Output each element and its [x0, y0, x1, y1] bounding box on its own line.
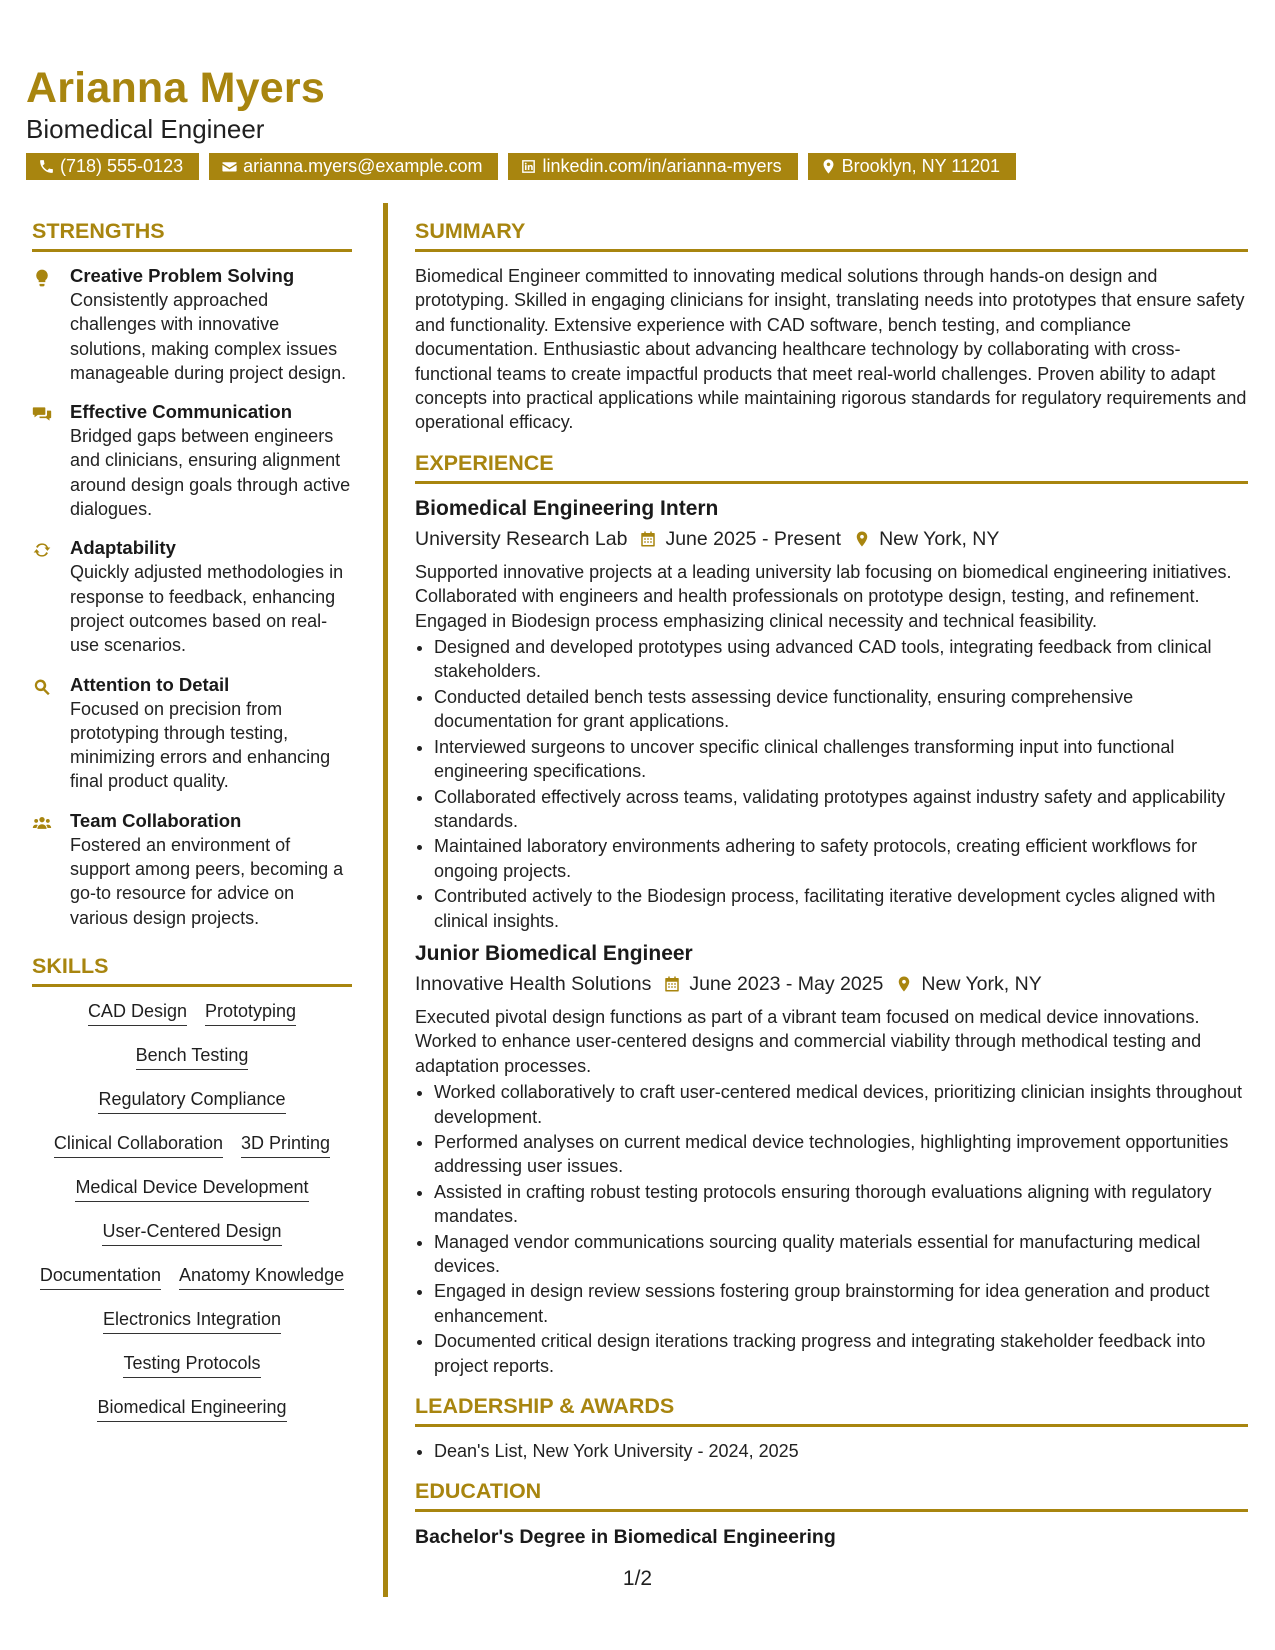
strength-title: Adaptability — [70, 537, 176, 559]
skill-tag: Anatomy Knowledge — [179, 1263, 344, 1290]
strength-desc: Bridged gaps between engineers and clinicians, ensuring alignment around design goals through active dialogues. — [70, 426, 351, 520]
strength-item — [32, 536, 352, 657]
experience-heading: EXPERIENCE — [415, 449, 1248, 484]
job-title: Junior Biomedical Engineer — [415, 941, 693, 965]
job-meta — [415, 524, 1248, 554]
job-dates: June 2023 - May 2025 — [689, 972, 884, 995]
contact-bar — [26, 153, 1016, 180]
education-degree: Bachelor's Degree in Biomedical Engineering — [415, 1526, 836, 1549]
education-heading: EDUCATION — [415, 1477, 1248, 1512]
job-entry — [415, 496, 1248, 933]
column-divider — [383, 203, 388, 1597]
email-text: arianna.myers@example.com — [243, 156, 483, 176]
skills-heading: SKILLS — [32, 952, 352, 987]
contact-email[interactable] — [209, 153, 498, 180]
job-location: New York, NY — [879, 527, 1000, 550]
job-bullet: • Collaborated effectively across teams, validating prototypes against industry safety and applicability standards. — [434, 785, 1248, 834]
strength-desc: Quickly adjusted methodologies in response to feedback, enhancing project outcomes based on real-use scenarios. — [70, 562, 344, 656]
skill-tag: Prototyping — [205, 999, 296, 1026]
map-pin-icon — [853, 530, 871, 548]
job-company: Innovative Health Solutions — [415, 972, 652, 995]
sync-icon — [32, 540, 52, 560]
skill-tag: Regulatory Compliance — [98, 1087, 285, 1114]
summary-heading: SUMMARY — [415, 217, 1248, 252]
job-bullet: • Managed vendor communications sourcing quality materials essential for manufacturing medical devices. — [434, 1230, 1248, 1279]
map-pin-icon — [895, 975, 913, 993]
strength-title: Team Collaboration — [70, 809, 242, 831]
left-column — [32, 217, 352, 1422]
job-bullets — [415, 635, 1248, 933]
skill-tag: Testing Protocols — [123, 1351, 260, 1378]
skill-tag: Documentation — [40, 1263, 161, 1290]
skill-tag: Biomedical Engineering — [97, 1395, 286, 1422]
strength-item — [32, 400, 352, 521]
page-number: 1/2 — [622, 1567, 653, 1590]
job-bullet: • Interviewed surgeons to uncover specific clinical challenges transforming input into functional engineering specifications. — [434, 735, 1248, 784]
leadership-heading: LEADERSHIP & AWARDS — [415, 1392, 1248, 1427]
strength-desc: Focused on precision from prototyping through testing, minimizing errors and enhancing final product quality. — [70, 698, 331, 792]
job-description: Supported innovative projects at a leading university lab focusing on biomedical engineering initiatives. Collaborated with engineers and health professionals on prototype design, testing, and refinement. Engaged in Biodesign process emphasizing clinical necessity and technical feasibility. — [415, 561, 1232, 631]
contact-phone[interactable] — [26, 153, 199, 180]
resume-header — [26, 62, 325, 144]
strength-title: Attention to Detail — [70, 673, 230, 695]
job-entry — [415, 941, 1248, 1378]
envelope-icon — [221, 158, 238, 175]
map-pin-icon — [820, 158, 837, 175]
calendar-icon — [663, 975, 681, 993]
strength-item — [32, 264, 352, 385]
job-location: New York, NY — [921, 972, 1042, 995]
phone-icon — [38, 158, 55, 175]
users-icon — [32, 813, 52, 833]
job-company: University Research Lab — [415, 527, 628, 550]
job-dates: June 2025 - Present — [665, 527, 842, 550]
summary-text: Biomedical Engineer committed to innovating medical solutions through hands-on design and prototyping. Skilled in engaging clinicians for insight, translating needs into prototypes that ensure safety and functionality. Extensive experience with CAD software, bench testing, and compliance documentation. Enthusiastic about advancing healthcare technology by collaborating with cross-functional teams to create impactful products that meet real-world challenges. Proven ability to adapt concepts into practical applications while maintaining rigorous standards for regulatory requirements and operational efficacy. — [415, 266, 1247, 433]
skill-tag: User-Centered Design — [102, 1219, 281, 1246]
calendar-icon — [639, 530, 657, 548]
candidate-title: Biomedical Engineer — [26, 114, 265, 144]
lightbulb-icon — [32, 268, 52, 288]
search-icon — [32, 677, 52, 697]
skill-tag: Electronics Integration — [103, 1307, 281, 1334]
right-column — [415, 217, 1248, 1550]
skill-tag: 3D Printing — [241, 1131, 330, 1158]
strength-title: Creative Problem Solving — [70, 265, 295, 286]
job-bullet: • Contributed actively to the Biodesign process, facilitating iterative development cycles aligned with clinical insights. — [434, 884, 1248, 933]
job-bullet: • Documented critical design iterations tracking progress and integrating stakeholder feedback into project reports. — [434, 1329, 1248, 1378]
strength-item — [32, 673, 352, 794]
strength-desc: Fostered an environment of support among peers, becoming a go-to resource for advice on various design projects. — [70, 834, 344, 928]
skill-tag: Bench Testing — [136, 1043, 249, 1070]
job-bullet: • Performed analyses on current medical device technologies, highlighting improvement opportunities addressing user issues. — [434, 1130, 1248, 1179]
job-meta — [415, 969, 1248, 999]
leadership-list — [415, 1439, 1248, 1463]
linkedin-text: linkedin.com/in/arianna-myers — [542, 156, 782, 176]
linkedin-icon — [520, 158, 537, 175]
job-bullet: • Worked collaboratively to craft user-centered medical devices, prioritizing clinician insights throughout development. — [434, 1080, 1248, 1129]
strength-desc: Consistently approached challenges with innovative solutions, making complex issues manageable during project design. — [70, 290, 347, 383]
job-bullet: • Designed and developed prototypes using advanced CAD tools, integrating feedback from clinical stakeholders. — [434, 635, 1248, 684]
skills-list — [32, 999, 352, 1422]
job-bullet: • Assisted in crafting robust testing protocols ensuring thorough evaluations aligning with regulatory mandates. — [434, 1180, 1248, 1229]
job-bullet: • Conducted detailed bench tests assessing device functionality, ensuring comprehensive documentation for grant applications. — [434, 685, 1248, 734]
leadership-item: • Dean's List, New York University - 2024, 2025 — [434, 1439, 1248, 1463]
skill-tag: Clinical Collaboration — [54, 1131, 223, 1158]
job-title: Biomedical Engineering Intern — [415, 496, 719, 520]
job-description: Executed pivotal design functions as part of a vibrant team focused on medical device innovations. Worked to enhance user-centered designs and commercial viability through methodical testing and adaptation processes. — [415, 1006, 1202, 1076]
contact-linkedin[interactable] — [508, 153, 797, 180]
skill-tag: Medical Device Development — [75, 1175, 308, 1202]
strength-title: Effective Communication — [70, 401, 293, 423]
job-bullet: • Engaged in design review sessions fostering group brainstorming for idea generation and product enhancement. — [434, 1279, 1248, 1328]
strengths-heading: STRENGTHS — [32, 217, 352, 252]
phone-text: (718) 555-0123 — [60, 156, 184, 176]
location-text: Brooklyn, NY 11201 — [841, 156, 1001, 176]
job-bullet: • Maintained laboratory environments adhering to safety protocols, creating efficient workflows for ongoing projects. — [434, 834, 1248, 883]
candidate-name: Arianna Myers — [26, 64, 325, 112]
contact-location[interactable] — [808, 153, 1016, 180]
skill-tag: CAD Design — [88, 999, 187, 1026]
strength-item — [32, 809, 352, 930]
comments-icon — [32, 404, 52, 424]
job-bullets — [415, 1080, 1248, 1378]
